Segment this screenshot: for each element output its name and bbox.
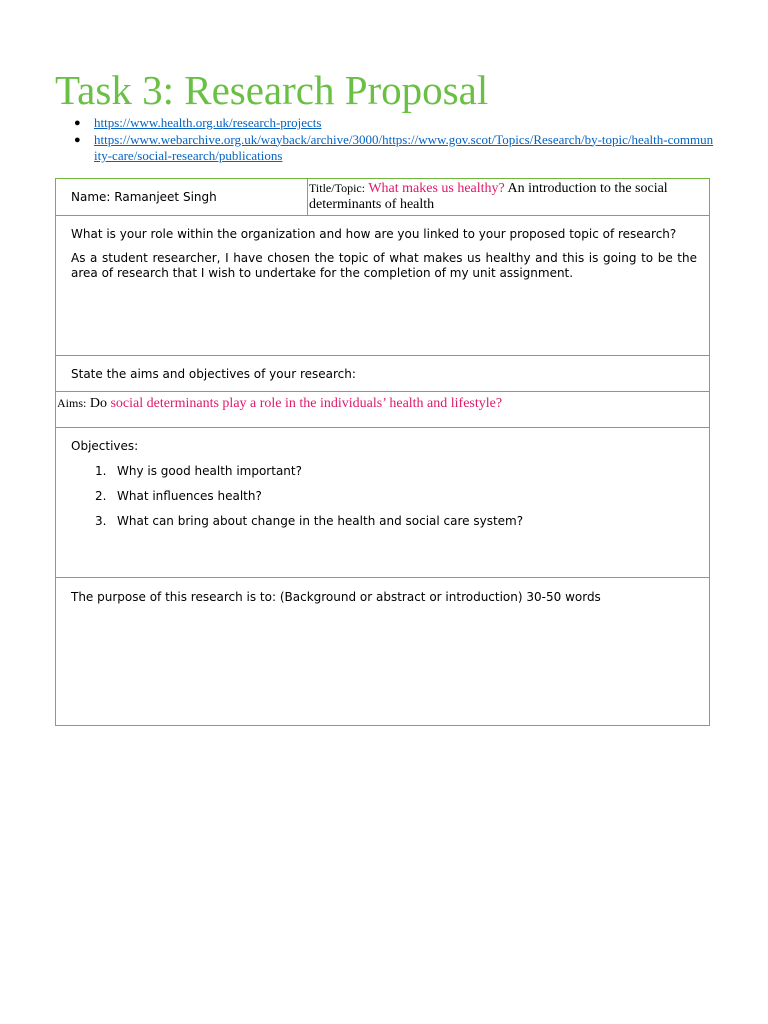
objective-number: 1. [95, 464, 107, 478]
objective-text: Why is good health important? [117, 464, 302, 478]
bullet-icon: ● [74, 117, 81, 129]
aims-text: social determinants play a role in the individuals’ health and lifestyle? [110, 396, 503, 411]
purpose-prompt: The purpose of this research is to: (Background or abstract or introduction) 30-50 words [71, 590, 601, 604]
purpose-row [56, 578, 709, 726]
proposal-form [55, 178, 710, 726]
topic-highlight: What makes us healthy? [368, 181, 505, 196]
list-item [74, 131, 714, 165]
aims-statement [57, 395, 502, 412]
reference-links [74, 115, 714, 165]
objective-item [71, 489, 523, 514]
topic-label: Title/Topic: [309, 181, 366, 195]
list-item [74, 115, 714, 132]
name-field: Name: Ramanjeet Singh [71, 190, 217, 204]
role-question: What is your role within the organization and how are you linked to your proposed topic of research? [71, 227, 677, 241]
link-health-research-projects[interactable]: https://www.health.org.uk/research-projects [94, 115, 322, 130]
objectives-label: Objectives: [71, 439, 139, 453]
topic-cell [308, 179, 709, 215]
aims-prompt: State the aims and objectives of your research: [71, 367, 356, 381]
name-cell [56, 179, 308, 215]
objectives-list [71, 464, 523, 539]
role-row [56, 216, 709, 356]
aims-row [56, 392, 709, 428]
objective-item [71, 464, 523, 489]
objective-text: What influences health? [117, 489, 262, 503]
link-webarchive-gov-scot[interactable]: https://www.webarchive.org.uk/wayback/archive/3000/https://www.gov.scot/Topics/Research/by-topic/health-community-care/social-research/publications [94, 131, 714, 163]
role-answer: As a student researcher, I have chosen the topic of what makes us healthy and this is going to be the area of research that I wish to undertake for the completion of my unit assignment. [71, 251, 697, 280]
objective-number: 3. [95, 514, 107, 528]
objective-item [71, 514, 523, 539]
objectives-row [56, 428, 709, 578]
aims-do: Do [89, 396, 107, 411]
page-title: Task 3: Research Proposal [55, 67, 489, 113]
bullet-icon: ● [74, 133, 81, 146]
objective-number: 2. [95, 489, 107, 503]
aims-label: Aims: [57, 396, 87, 410]
topic-rest: An introduction to the social determinants of health [309, 181, 668, 212]
name-topic-row [56, 179, 709, 216]
aims-prompt-row [56, 356, 709, 392]
objective-text: What can bring about change in the health and social care system? [117, 514, 524, 528]
